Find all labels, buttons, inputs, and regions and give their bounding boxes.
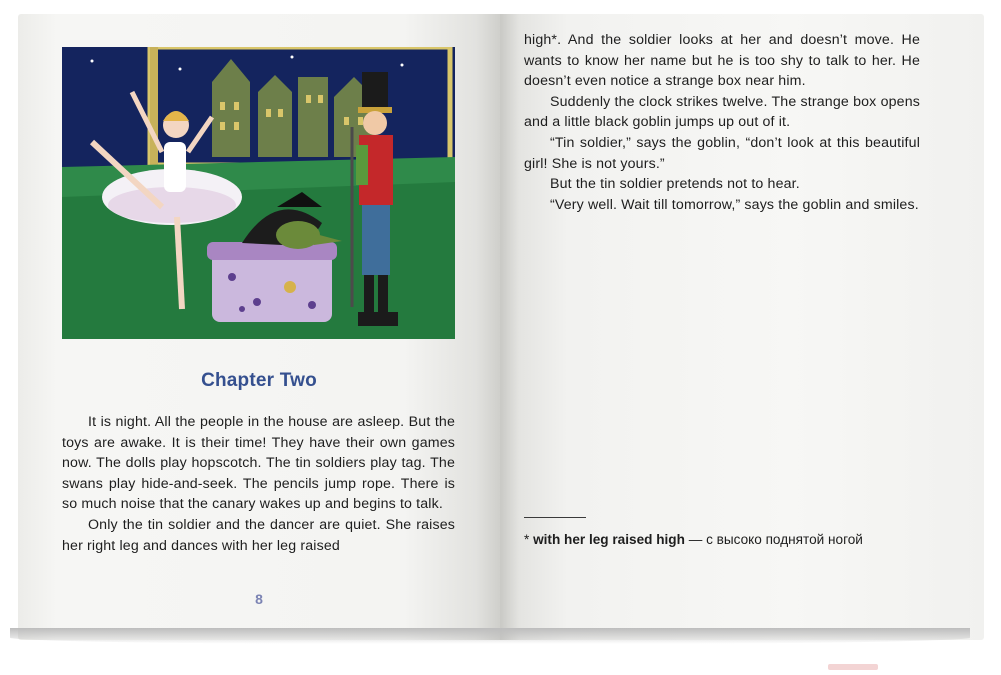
footnote-marker: * bbox=[524, 532, 530, 547]
footnote-translation: с высоко поднятой ногой bbox=[706, 532, 863, 547]
paragraph: It is night. All the people in the house are asleep. But the toys are awake. It is their time! They have their own games now. The dolls play hopscotch. The tin soldiers play tag. The swans play hide-and-seek. The pencils jump rope. There is so much noise that the canary wakes up and begins to talk. bbox=[62, 414, 455, 513]
paragraph: But the tin soldier pretends not to hear. bbox=[550, 176, 800, 193]
footnote-term: with her leg raised high bbox=[533, 532, 685, 547]
footnote bbox=[524, 530, 920, 551]
paragraph: “Very well. Wait till tomorrow,” says the goblin and smiles. bbox=[550, 196, 919, 213]
page-number: 8 bbox=[255, 591, 263, 607]
paragraph: high*. And the soldier looks at her and doesn’t move. He wants to know her name but he is too shy to talk to her. He doesn’t even notice a strange box near him. bbox=[524, 32, 920, 90]
left-page-text bbox=[62, 412, 455, 556]
book-shadow bbox=[10, 628, 970, 644]
footnote-divider bbox=[524, 517, 586, 518]
left-page bbox=[18, 14, 500, 640]
paragraph: Only the tin soldier and the dancer are quiet. She raises her right leg and dances with her leg raised bbox=[62, 516, 455, 554]
paragraph: “Tin soldier,” says the goblin, “don’t look at this beautiful girl! She is not yours.” bbox=[524, 134, 920, 172]
right-page-text bbox=[524, 30, 920, 215]
chapter-title: Chapter Two bbox=[201, 370, 317, 391]
corner-mark bbox=[828, 664, 878, 670]
story-illustration bbox=[62, 47, 455, 339]
footnote-dash: — bbox=[688, 532, 703, 547]
paragraph: Suddenly the clock strikes twelve. The strange box opens and a little black goblin jumps up out of it. bbox=[524, 93, 920, 131]
